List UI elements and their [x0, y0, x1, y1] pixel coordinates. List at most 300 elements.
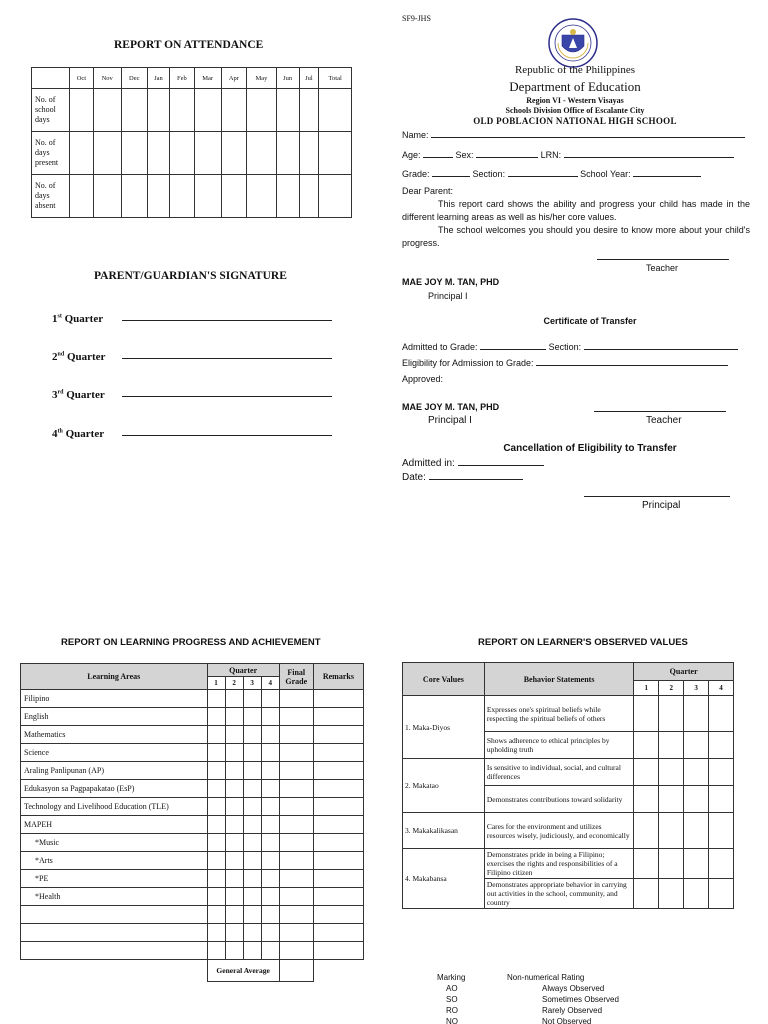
attendance-row-label: No. of days absent	[32, 175, 70, 218]
section-label: Section:	[472, 169, 506, 179]
attendance-cell[interactable]	[121, 132, 147, 175]
grade-cell[interactable]	[279, 690, 313, 708]
deped-seal	[548, 18, 598, 68]
attendance-cell[interactable]	[121, 89, 147, 132]
grade-cell[interactable]	[243, 726, 261, 744]
attendance-cell[interactable]	[276, 89, 299, 132]
subject-row	[21, 726, 364, 744]
quarter-number-header: 1	[207, 677, 225, 690]
subject-row	[21, 762, 364, 780]
behavior-statement: Demonstrates appropriate behavior in carrying out activities in the school, community, and country	[484, 879, 634, 909]
subject-row	[21, 744, 364, 762]
grade-cell[interactable]	[279, 798, 313, 816]
grade-cell[interactable]	[261, 924, 279, 942]
value-rating-cell[interactable]	[709, 849, 734, 879]
behavior-statement: Is sensitive to individual, social, and cultural differences	[484, 759, 634, 786]
attendance-cell[interactable]	[93, 132, 121, 175]
grade-cell[interactable]	[261, 726, 279, 744]
cert-section-label: Section:	[548, 342, 582, 352]
grade-cell[interactable]	[313, 906, 363, 924]
col-quarter: Quarter	[207, 664, 279, 677]
grade-cell[interactable]	[313, 798, 363, 816]
certificate-title: Certificate of Transfer	[543, 316, 637, 326]
admitted-in-row	[402, 458, 544, 469]
grade-cell[interactable]	[207, 798, 225, 816]
cert-section-field[interactable]	[584, 342, 738, 350]
subject-row	[21, 708, 364, 726]
sex-field[interactable]	[476, 150, 538, 158]
cert-principal-name: MAE JOY M. TAN, PHD	[402, 402, 500, 412]
attendance-cell[interactable]	[170, 175, 195, 218]
quarter-word: Quarter	[66, 351, 106, 363]
value-rating-cell[interactable]	[659, 759, 684, 786]
attendance-cell[interactable]	[170, 89, 195, 132]
value-rating-cell[interactable]	[709, 813, 734, 849]
letter-paragraph-2: The school welcomes you should you desire to know more about your child's progress.	[402, 225, 750, 248]
teacher-signature-line[interactable]	[597, 259, 729, 260]
grade-cell[interactable]	[225, 816, 243, 834]
ov-quarter-number-header: 2	[659, 681, 684, 696]
eligibility-row	[402, 358, 728, 368]
teacher-label: Teacher	[646, 263, 679, 273]
grade-cell[interactable]	[279, 870, 313, 888]
grade-cell[interactable]	[225, 762, 243, 780]
quarter-signature-line[interactable]	[122, 320, 332, 321]
quarter-signature-row	[52, 385, 342, 401]
quarter-word: Quarter	[64, 313, 104, 325]
attendance-cell[interactable]	[147, 132, 169, 175]
grade-cell[interactable]	[279, 762, 313, 780]
marking-row	[402, 984, 702, 995]
subject-name: Technology and Livelihood Education (TLE)	[21, 798, 208, 816]
grade-cell[interactable]	[279, 780, 313, 798]
month-header: Apr	[221, 68, 246, 89]
grade-label: Grade:	[402, 169, 430, 179]
subject-name	[21, 906, 208, 924]
grade-cell[interactable]	[207, 888, 225, 906]
grade-cell[interactable]	[261, 780, 279, 798]
grade-cell[interactable]	[225, 834, 243, 852]
lrn-field[interactable]	[564, 150, 734, 158]
cert-teacher-signature-line[interactable]	[594, 411, 726, 412]
value-rating-cell[interactable]	[684, 786, 709, 813]
grade-cell[interactable]	[243, 744, 261, 762]
attendance-cell[interactable]	[299, 89, 319, 132]
grade-cell[interactable]	[225, 744, 243, 762]
quarter-suffix: th	[57, 428, 63, 435]
behavior-row	[403, 696, 734, 732]
value-rating-cell[interactable]	[634, 849, 659, 879]
subject-row	[21, 780, 364, 798]
attendance-cell[interactable]	[121, 175, 147, 218]
marking-header: Marking	[437, 973, 466, 982]
grade-cell[interactable]	[313, 870, 363, 888]
date-field[interactable]	[429, 472, 523, 480]
marking-rating: Not Observed	[542, 1017, 592, 1024]
grade-cell[interactable]	[261, 870, 279, 888]
quarter-suffix: nd	[57, 351, 65, 358]
marking-legend	[402, 973, 702, 1024]
grade-cell[interactable]	[207, 852, 225, 870]
grade-cell[interactable]	[261, 798, 279, 816]
subject-name: Araling Panlipunan (AP)	[21, 762, 208, 780]
admitted-grade-field[interactable]	[480, 342, 546, 350]
grade-field[interactable]	[432, 169, 470, 177]
grade-cell[interactable]	[313, 726, 363, 744]
subject-row	[21, 942, 364, 960]
grade-cell[interactable]	[279, 906, 313, 924]
grade-cell[interactable]	[225, 888, 243, 906]
region-line: Region VI - Western Visayas	[526, 96, 624, 105]
quarter-signature-row	[52, 424, 342, 440]
age-label: Age:	[402, 150, 421, 160]
attendance-table	[31, 67, 352, 218]
quarter-suffix: rd	[57, 389, 64, 396]
grade-cell[interactable]	[243, 798, 261, 816]
col-behavior-statements: Behavior Statements	[484, 663, 634, 696]
col-remarks: Remarks	[313, 664, 363, 690]
quarter-label	[52, 389, 105, 401]
subject-name: MAPEH	[21, 816, 208, 834]
value-rating-cell[interactable]	[709, 786, 734, 813]
behavior-row	[403, 849, 734, 879]
attendance-cell[interactable]	[221, 89, 246, 132]
value-rating-cell[interactable]	[659, 879, 684, 909]
grade-cell[interactable]	[207, 744, 225, 762]
value-rating-cell[interactable]	[634, 696, 659, 732]
grade-cell[interactable]	[225, 708, 243, 726]
grade-cell[interactable]	[313, 924, 363, 942]
subject-name: Filipino	[21, 690, 208, 708]
learning-progress-table	[20, 663, 364, 982]
attendance-cell[interactable]	[276, 175, 299, 218]
name-field[interactable]	[431, 130, 745, 138]
behavior-statement: Expresses one's spiritual beliefs while respecting the spiritual beliefs of others	[484, 696, 634, 732]
grade-cell[interactable]	[313, 708, 363, 726]
quarter-suffix: st	[57, 313, 62, 320]
ov-quarter-number-header: 1	[634, 681, 659, 696]
grade-cell[interactable]	[313, 690, 363, 708]
attendance-cell[interactable]	[299, 132, 319, 175]
grade-cell[interactable]	[279, 924, 313, 942]
grade-cell[interactable]	[207, 942, 225, 960]
subject-name: *Music	[21, 834, 208, 852]
grade-cell[interactable]	[243, 816, 261, 834]
admitted-in-field[interactable]	[458, 458, 544, 466]
attendance-cell[interactable]	[93, 89, 121, 132]
grade-cell[interactable]	[261, 834, 279, 852]
age-field[interactable]	[423, 150, 453, 158]
grade-cell[interactable]	[279, 726, 313, 744]
grade-cell[interactable]	[207, 906, 225, 924]
attendance-cell[interactable]	[70, 89, 94, 132]
letter-greeting: Dear Parent:	[402, 186, 454, 196]
department-line: Department of Education	[509, 79, 641, 94]
quarter-label	[52, 313, 103, 325]
grade-cell[interactable]	[207, 726, 225, 744]
core-value-name: 4. Makabansa	[403, 849, 485, 909]
quarter-label	[52, 351, 105, 363]
attendance-cell[interactable]	[93, 175, 121, 218]
grade-cell[interactable]	[207, 816, 225, 834]
value-rating-cell[interactable]	[634, 759, 659, 786]
admitted-grade-label: Admitted to Grade:	[402, 342, 478, 352]
date-row	[402, 472, 523, 483]
subject-row	[21, 888, 364, 906]
observed-values-table	[402, 662, 734, 909]
grade-cell[interactable]	[279, 942, 313, 960]
subject-name: *PE	[21, 870, 208, 888]
grade-cell[interactable]	[313, 762, 363, 780]
value-rating-cell[interactable]	[709, 696, 734, 732]
behavior-statement: Demonstrates pride in being a Filipino; exercises the rights and responsibilities of a Filipino citizen	[484, 849, 634, 879]
grade-cell[interactable]	[261, 906, 279, 924]
month-header: Nov	[93, 68, 121, 89]
marking-code: SO	[446, 995, 458, 1004]
grade-cell[interactable]	[243, 870, 261, 888]
grade-cell[interactable]	[207, 690, 225, 708]
grade-cell[interactable]	[225, 780, 243, 798]
attendance-corner-cell	[32, 68, 70, 89]
quarter-number: 4	[52, 428, 58, 440]
marking-row	[402, 1017, 702, 1024]
quarter-number: 1	[52, 313, 58, 325]
attendance-row	[32, 175, 352, 218]
republic-line: Republic of the Philippines	[514, 64, 636, 76]
value-rating-cell[interactable]	[684, 696, 709, 732]
attendance-cell[interactable]	[247, 132, 277, 175]
grade-cell[interactable]	[243, 942, 261, 960]
grade-cell[interactable]	[207, 780, 225, 798]
grade-cell[interactable]	[225, 924, 243, 942]
grade-cell[interactable]	[225, 942, 243, 960]
name-row	[402, 130, 745, 140]
grade-cell[interactable]	[243, 708, 261, 726]
grade-cell[interactable]	[261, 690, 279, 708]
subject-name	[21, 924, 208, 942]
subject-row	[21, 870, 364, 888]
value-rating-cell[interactable]	[659, 732, 684, 759]
value-rating-cell[interactable]	[709, 732, 734, 759]
cert-teacher-label: Teacher	[646, 415, 682, 426]
age-row	[402, 150, 734, 160]
subject-row	[21, 834, 364, 852]
grade-cell[interactable]	[261, 744, 279, 762]
school-year-field[interactable]	[633, 169, 701, 177]
form-code: SF9-JHS	[402, 14, 431, 23]
quarter-label	[52, 428, 104, 440]
month-header: Total	[319, 68, 352, 89]
quarter-signature-line[interactable]	[122, 358, 332, 359]
value-rating-cell[interactable]	[634, 732, 659, 759]
value-rating-cell[interactable]	[659, 813, 684, 849]
behavior-statement: Cares for the environment and utilizes resources wisely, judiciously, and economically	[484, 813, 634, 849]
grade-cell[interactable]	[279, 708, 313, 726]
subject-row	[21, 924, 364, 942]
attendance-cell[interactable]	[276, 132, 299, 175]
cert-principal-title: Principal I	[428, 415, 472, 426]
grade-cell[interactable]	[207, 870, 225, 888]
attendance-row-label: No. of school days	[32, 89, 70, 132]
principal-name: MAE JOY M. TAN, PHD	[402, 277, 500, 287]
subject-row	[21, 798, 364, 816]
subject-row	[21, 690, 364, 708]
value-rating-cell[interactable]	[684, 759, 709, 786]
general-average-row	[21, 960, 364, 982]
attendance-cell[interactable]	[319, 132, 352, 175]
attendance-cell[interactable]	[194, 132, 221, 175]
quarter-signature-line[interactable]	[122, 396, 332, 397]
value-rating-cell[interactable]	[684, 879, 709, 909]
value-rating-cell[interactable]	[659, 849, 684, 879]
grade-cell[interactable]	[243, 762, 261, 780]
general-average-spacer-right	[313, 960, 363, 982]
value-rating-cell[interactable]	[684, 732, 709, 759]
principal-title: Principal I	[428, 291, 468, 301]
grade-cell[interactable]	[225, 870, 243, 888]
grade-cell[interactable]	[243, 906, 261, 924]
grade-cell[interactable]	[243, 924, 261, 942]
eligibility-label: Eligibility for Admission to Grade:	[402, 358, 534, 368]
attendance-cell[interactable]	[221, 175, 246, 218]
marking-row	[402, 1006, 702, 1017]
grade-cell[interactable]	[225, 852, 243, 870]
cancellation-title: Cancellation of Eligibility to Transfer	[503, 443, 677, 454]
value-rating-cell[interactable]	[684, 849, 709, 879]
letter-paragraph-1: This report card shows the ability and progress your child has made in the different learning areas as well as his/her core values.	[402, 199, 750, 222]
behavior-row	[403, 813, 734, 849]
observed-values-title: REPORT ON LEARNER'S OBSERVED VALUES	[478, 637, 688, 648]
attendance-cell[interactable]	[147, 175, 169, 218]
marking-rating: Sometimes Observed	[542, 995, 619, 1004]
grade-cell[interactable]	[313, 852, 363, 870]
quarter-word: Quarter	[66, 389, 105, 401]
attendance-cell[interactable]	[194, 89, 221, 132]
subject-name: *Arts	[21, 852, 208, 870]
quarter-number-header: 4	[261, 677, 279, 690]
attendance-cell[interactable]	[70, 175, 94, 218]
approved-label: Approved:	[402, 374, 444, 384]
marking-rating: Always Observed	[542, 984, 605, 993]
core-value-name: 3. Makakalikasan	[403, 813, 485, 849]
grade-cell[interactable]	[261, 762, 279, 780]
value-rating-cell[interactable]	[684, 813, 709, 849]
grade-cell[interactable]	[261, 816, 279, 834]
grade-cell[interactable]	[243, 780, 261, 798]
attendance-cell[interactable]	[247, 89, 277, 132]
value-rating-cell[interactable]	[709, 879, 734, 909]
marking-code: RO	[446, 1006, 458, 1015]
grade-cell[interactable]	[261, 708, 279, 726]
month-header: Dec	[121, 68, 147, 89]
attendance-cell[interactable]	[221, 132, 246, 175]
value-rating-cell[interactable]	[709, 759, 734, 786]
attendance-cell[interactable]	[299, 175, 319, 218]
grade-cell[interactable]	[313, 942, 363, 960]
grade-cell[interactable]	[279, 852, 313, 870]
value-rating-cell[interactable]	[659, 786, 684, 813]
grade-cell[interactable]	[313, 816, 363, 834]
sex-label: Sex:	[455, 150, 474, 160]
attendance-cell[interactable]	[319, 175, 352, 218]
quarter-signature-line[interactable]	[122, 435, 332, 436]
rating-header: Non-numerical Rating	[507, 973, 585, 982]
grade-cell[interactable]	[279, 834, 313, 852]
grade-cell[interactable]	[313, 834, 363, 852]
attendance-cell[interactable]	[70, 132, 94, 175]
value-rating-cell[interactable]	[634, 879, 659, 909]
grade-cell[interactable]	[207, 708, 225, 726]
grade-cell[interactable]	[207, 924, 225, 942]
behavior-row	[403, 759, 734, 786]
grade-cell[interactable]	[279, 744, 313, 762]
attendance-cell[interactable]	[147, 89, 169, 132]
attendance-row	[32, 89, 352, 132]
subject-row	[21, 852, 364, 870]
grade-cell[interactable]	[243, 888, 261, 906]
general-average-value[interactable]	[279, 960, 313, 982]
grade-cell[interactable]	[225, 690, 243, 708]
eligibility-field[interactable]	[536, 358, 728, 366]
value-rating-cell[interactable]	[659, 696, 684, 732]
grade-cell[interactable]	[207, 762, 225, 780]
grade-cell[interactable]	[279, 816, 313, 834]
grade-cell[interactable]	[243, 852, 261, 870]
month-header: Oct	[70, 68, 94, 89]
col-final-grade: Final Grade	[279, 664, 313, 690]
grade-cell[interactable]	[261, 942, 279, 960]
grade-cell[interactable]	[207, 834, 225, 852]
grade-cell[interactable]	[225, 798, 243, 816]
grade-cell[interactable]	[225, 906, 243, 924]
grade-cell[interactable]	[261, 852, 279, 870]
subject-name: Science	[21, 744, 208, 762]
grade-cell[interactable]	[279, 888, 313, 906]
grade-cell[interactable]	[313, 780, 363, 798]
section-field[interactable]	[508, 169, 578, 177]
grade-cell[interactable]	[225, 726, 243, 744]
attendance-row-label: No. of days present	[32, 132, 70, 175]
grade-cell[interactable]	[261, 888, 279, 906]
general-average-spacer	[21, 960, 208, 982]
quarter-number: 3	[52, 389, 58, 401]
grade-cell[interactable]	[243, 834, 261, 852]
attendance-cell[interactable]	[194, 175, 221, 218]
attendance-cell[interactable]	[319, 89, 352, 132]
school-year-label: School Year:	[580, 169, 631, 179]
value-rating-cell[interactable]	[634, 786, 659, 813]
grade-cell[interactable]	[313, 888, 363, 906]
name-label: Name:	[402, 130, 429, 140]
cancellation-principal-label: Principal	[642, 500, 681, 511]
lrn-label: LRN:	[540, 150, 562, 160]
attendance-cell[interactable]	[247, 175, 277, 218]
subject-name: English	[21, 708, 208, 726]
month-header: Jul	[299, 68, 319, 89]
attendance-cell[interactable]	[170, 132, 195, 175]
month-header: Jun	[276, 68, 299, 89]
grade-cell[interactable]	[313, 744, 363, 762]
marking-row	[402, 995, 702, 1006]
subject-name: Mathematics	[21, 726, 208, 744]
cancellation-principal-line[interactable]	[584, 496, 730, 497]
value-rating-cell[interactable]	[634, 813, 659, 849]
month-header: Mar	[194, 68, 221, 89]
quarter-signature-row	[52, 309, 342, 325]
grade-cell[interactable]	[243, 690, 261, 708]
behavior-statement: Shows adherence to ethical principles by upholding truth	[484, 732, 634, 759]
marking-code: NO	[446, 1017, 458, 1024]
